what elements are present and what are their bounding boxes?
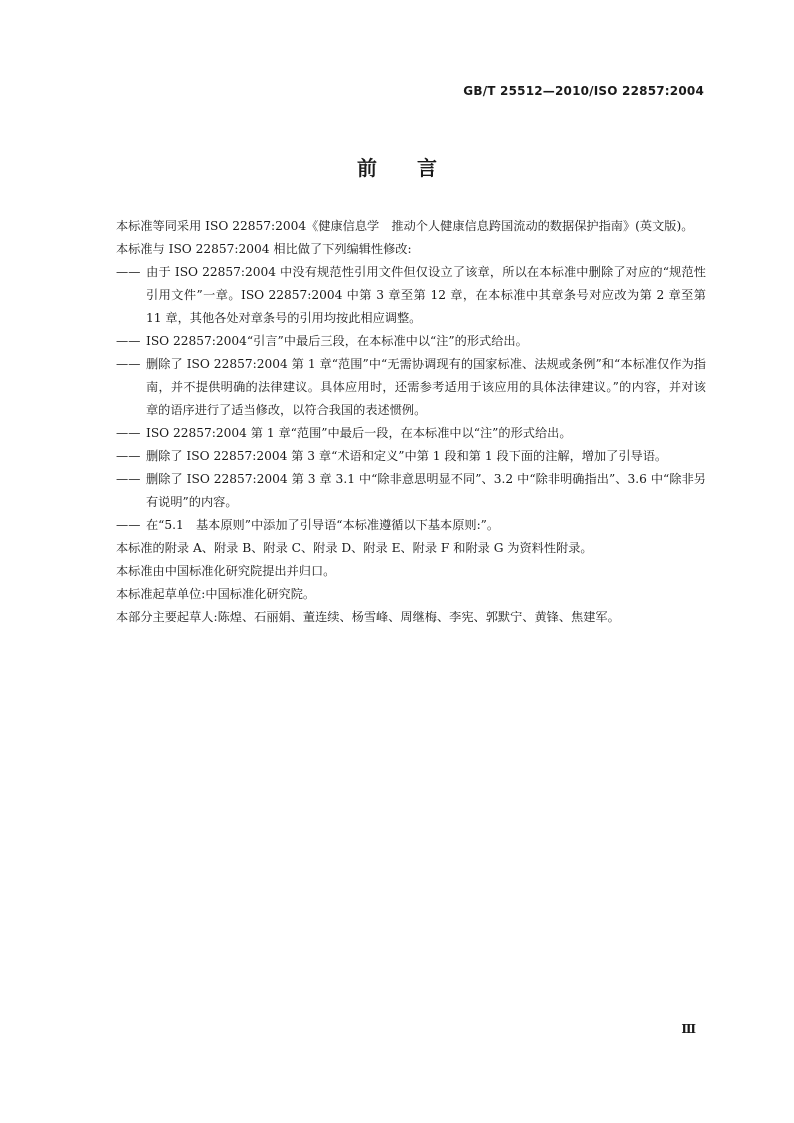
- change-item-text: ISO 22857:2004“引言”中最后三段，在本标准中以“注”的形式给出。: [146, 334, 528, 348]
- dash-marker: ——: [116, 265, 141, 279]
- change-item-text: 由于 ISO 22857:2004 中没有规范性引用文件但仅设立了该章，所以在本标准中删除了对应的“规范性引用文件”一章。ISO 22857:2004 中第 3 章至第 12 章，在本标准中其章条号对应改为第 2 章至第 11 章，其他各处对章条号的引用均按此相应调整。: [146, 265, 706, 325]
- change-item-text: 在“5.1 基本原则”中添加了引导语“本标准遵循以下基本原则:”。: [146, 518, 500, 532]
- dash-marker: ——: [116, 334, 141, 348]
- dash-marker: ——: [116, 426, 141, 440]
- change-item: [90, 514, 706, 537]
- dash-marker: ——: [116, 449, 141, 463]
- page-number: Ⅲ: [681, 1022, 696, 1036]
- change-item-text: ISO 22857:2004 第 1 章“范围”中最后一段，在本标准中以“注”的形式给出。: [146, 426, 572, 440]
- paragraph-drafters: 本部分主要起草人:陈煌、石丽娟、董连续、杨雪峰、周继梅、李宪、郭默宁、黄锋、焦建军。: [116, 610, 620, 624]
- paragraph-proposer: 本标准由中国标准化研究院提出并归口。: [116, 564, 336, 578]
- change-item: [90, 261, 706, 330]
- document-body: [90, 215, 706, 629]
- paragraph-modifications-intro: 本标准与 ISO 22857:2004 相比做了下列编辑性修改:: [116, 242, 412, 256]
- page-title: 前言: [357, 156, 477, 180]
- change-item: [90, 468, 706, 514]
- change-item: [90, 330, 706, 353]
- paragraph-adoption: 本标准等同采用 ISO 22857:2004《健康信息学 推动个人健康信息跨国流动的数据保护指南》(英文版)。: [116, 219, 694, 233]
- dash-marker: ——: [116, 518, 141, 532]
- dash-marker: ——: [116, 472, 141, 486]
- paragraph-drafting-unit: 本标准起草单位:中国标准化研究院。: [116, 587, 316, 601]
- change-item: [90, 445, 706, 468]
- change-item-text: 删除了 ISO 22857:2004 第 3 章“术语和定义”中第 1 段和第 1 段下面的注解，增加了引导语。: [146, 449, 668, 463]
- standard-code-header: GB/T 25512—2010/ISO 22857:2004: [463, 84, 704, 98]
- paragraph-annexes: 本标准的附录 A、附录 B、附录 C、附录 D、附录 E、附录 F 和附录 G 为资料性附录。: [116, 541, 593, 555]
- change-item: [90, 353, 706, 422]
- change-item-text: 删除了 ISO 22857:2004 第 3 章 3.1 中“除非意思明显不同”、3.2 中“除非明确指出”、3.6 中“除非另有说明”的内容。: [146, 472, 706, 509]
- change-item: [90, 422, 706, 445]
- change-item-text: 删除了 ISO 22857:2004 第 1 章“范围”中“无需协调现有的国家标准、法规或条例”和“本标准仅作为指南，并不提供明确的法律建议。具体应用时，还需参考适用于该应用的具体法律建议。”的内容，并对该章的语序进行了适当修改，以符合我国的表述惯例。: [146, 357, 706, 417]
- dash-marker: ——: [116, 357, 141, 371]
